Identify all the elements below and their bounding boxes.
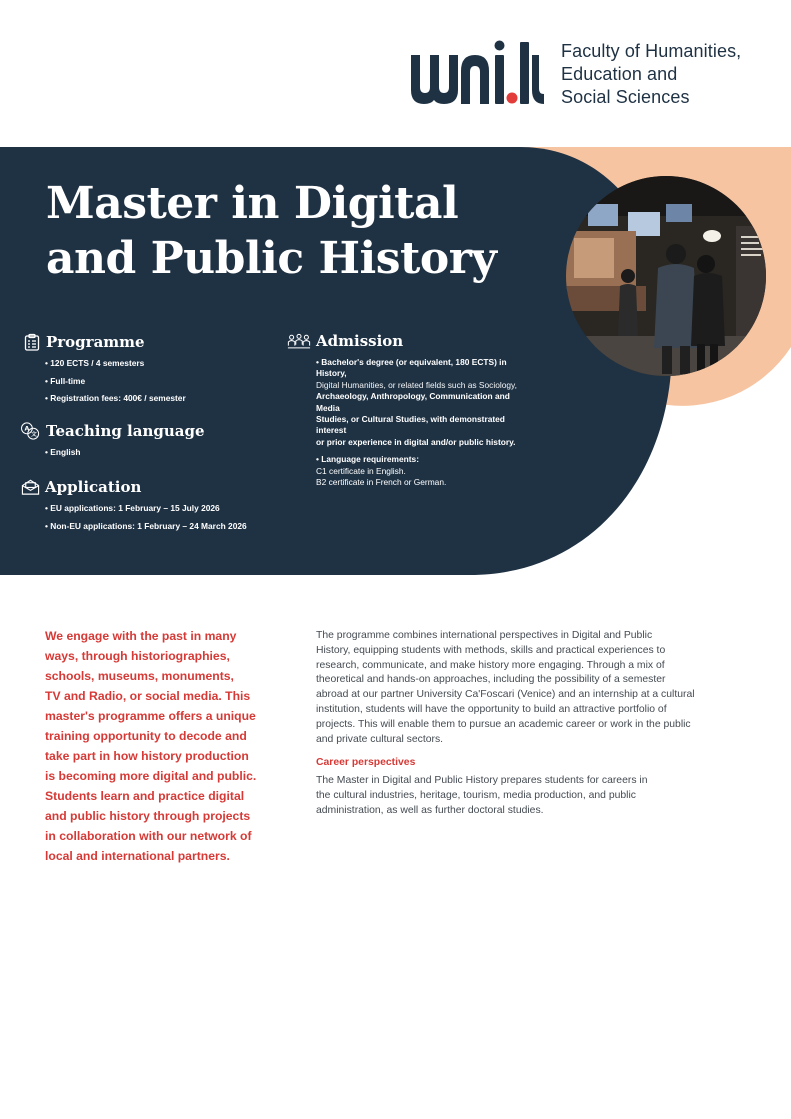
teaching-item: • English — [45, 447, 270, 458]
intro-line: and public history through projects — [45, 809, 251, 823]
university-logo — [411, 40, 741, 109]
career-line: administration, as well as further doctoral studies. — [316, 804, 544, 816]
teaching-list — [45, 447, 270, 458]
description-column — [316, 629, 746, 819]
envelope-icon — [21, 478, 40, 496]
intro-line: schools, museums, monuments, — [45, 669, 234, 683]
body-line: History, equipping students with methods, skills and practical experiences to — [316, 644, 666, 656]
intro-line: ways, through historiographies, — [45, 649, 230, 663]
body-line: projects. This will enable them to pursue an academic career or work in the public — [316, 718, 691, 730]
programme-heading-label: Programme — [46, 333, 145, 351]
body-line: theoretical and hands-on approaches, including the possibility of a semester — [316, 674, 666, 686]
programme-item: • Registration fees: 400€ / semester — [45, 393, 273, 404]
admission-heading-label: Admission — [316, 332, 404, 350]
clipboard-icon — [23, 333, 41, 351]
admission-line: • Bachelor's degree (or equivalent, 180 ECTS) in History, — [316, 357, 507, 379]
admission-language-text — [316, 454, 527, 488]
intro-line: is becoming more digital and public. — [45, 769, 257, 783]
programme-item: • 120 ECTS / 4 semesters — [45, 358, 273, 369]
programme-description — [316, 629, 746, 747]
intro-line: master's programme offers a unique — [45, 709, 256, 723]
application-item: • Non-EU applications: 1 February – 24 March 2026 — [45, 521, 281, 532]
admission-line: Digital Humanities, or related fields such as Sociology, — [316, 379, 517, 390]
body-line: abroad at our partner University Ca'Foscari (Venice) and an internship at a cultural — [316, 689, 695, 701]
people-icon — [287, 332, 311, 350]
faculty-line: Education and — [561, 64, 678, 84]
intro-line: We engage with the past in many — [45, 629, 237, 643]
admission-heading — [287, 331, 527, 351]
application-section — [21, 477, 281, 538]
intro-line: local and international partners. — [45, 849, 230, 863]
intro-line: training opportunity to decode and — [45, 729, 247, 743]
admission-section — [287, 331, 527, 488]
programme-section — [23, 332, 273, 411]
programme-heading — [23, 332, 273, 352]
faculty-line: Faculty of Humanities, — [561, 41, 742, 61]
title-line: and Public History — [46, 233, 497, 284]
intro-line: in collaboration with our network of — [45, 829, 252, 843]
admission-line: Studies, or Cultural Studies, with demonstrated interest — [316, 414, 505, 436]
application-item: • EU applications: 1 February – 15 July 2026 — [45, 503, 281, 514]
admission-line: Archaeology, Anthropology, Communication and Media — [316, 391, 510, 413]
intro-line: Students learn and practice digital — [45, 789, 245, 803]
title-line: Master in Digital — [46, 178, 459, 229]
faculty-name — [561, 40, 741, 109]
museum-exhibition-photo — [566, 176, 766, 376]
career-heading: Career perspectives — [316, 757, 416, 769]
body-line: and private cultural sectors. — [316, 733, 444, 745]
svg-text:A: A — [24, 425, 30, 433]
intro-line: TV and Radio, or social media. This — [45, 689, 251, 703]
faculty-line: Social Sciences — [561, 87, 690, 107]
body-line: research, communicate, and make history more engaging. Through a mix of — [316, 659, 665, 671]
career-line: The Master in Digital and Public History prepares students for careers in — [316, 775, 648, 787]
photo-illustration — [566, 176, 766, 376]
application-heading-label: Application — [45, 478, 142, 496]
intro-line: take part in how history production — [45, 749, 249, 763]
translate-icon — [20, 422, 41, 440]
career-description — [316, 774, 746, 818]
admission-degree-text — [316, 357, 527, 448]
teaching-heading — [20, 421, 270, 441]
intro-paragraph — [45, 626, 270, 866]
career-line: the cultural industries, heritage, tourism, media production, and public — [316, 790, 636, 802]
body-line: institution, students will have the opportunity to build an attractive portfolio of — [316, 703, 667, 715]
application-list — [45, 503, 281, 532]
language-label: • Language requirements: — [316, 454, 419, 465]
svg-text:文: 文 — [30, 431, 37, 438]
teaching-language-section — [20, 421, 270, 465]
programme-item: • Full-time — [45, 376, 273, 387]
language-line: B2 certificate in French or German. — [316, 477, 447, 488]
body-line: The programme combines international perspectives in Digital and Public — [316, 630, 653, 641]
language-line: C1 certificate in English. — [316, 465, 406, 476]
page-title — [46, 176, 546, 286]
application-heading — [21, 477, 281, 497]
unilu-logo-mark — [411, 40, 549, 104]
programme-list — [45, 358, 273, 404]
teaching-heading-label: Teaching language — [46, 422, 205, 440]
admission-line: or prior experience in digital and/or public history. — [316, 436, 516, 447]
